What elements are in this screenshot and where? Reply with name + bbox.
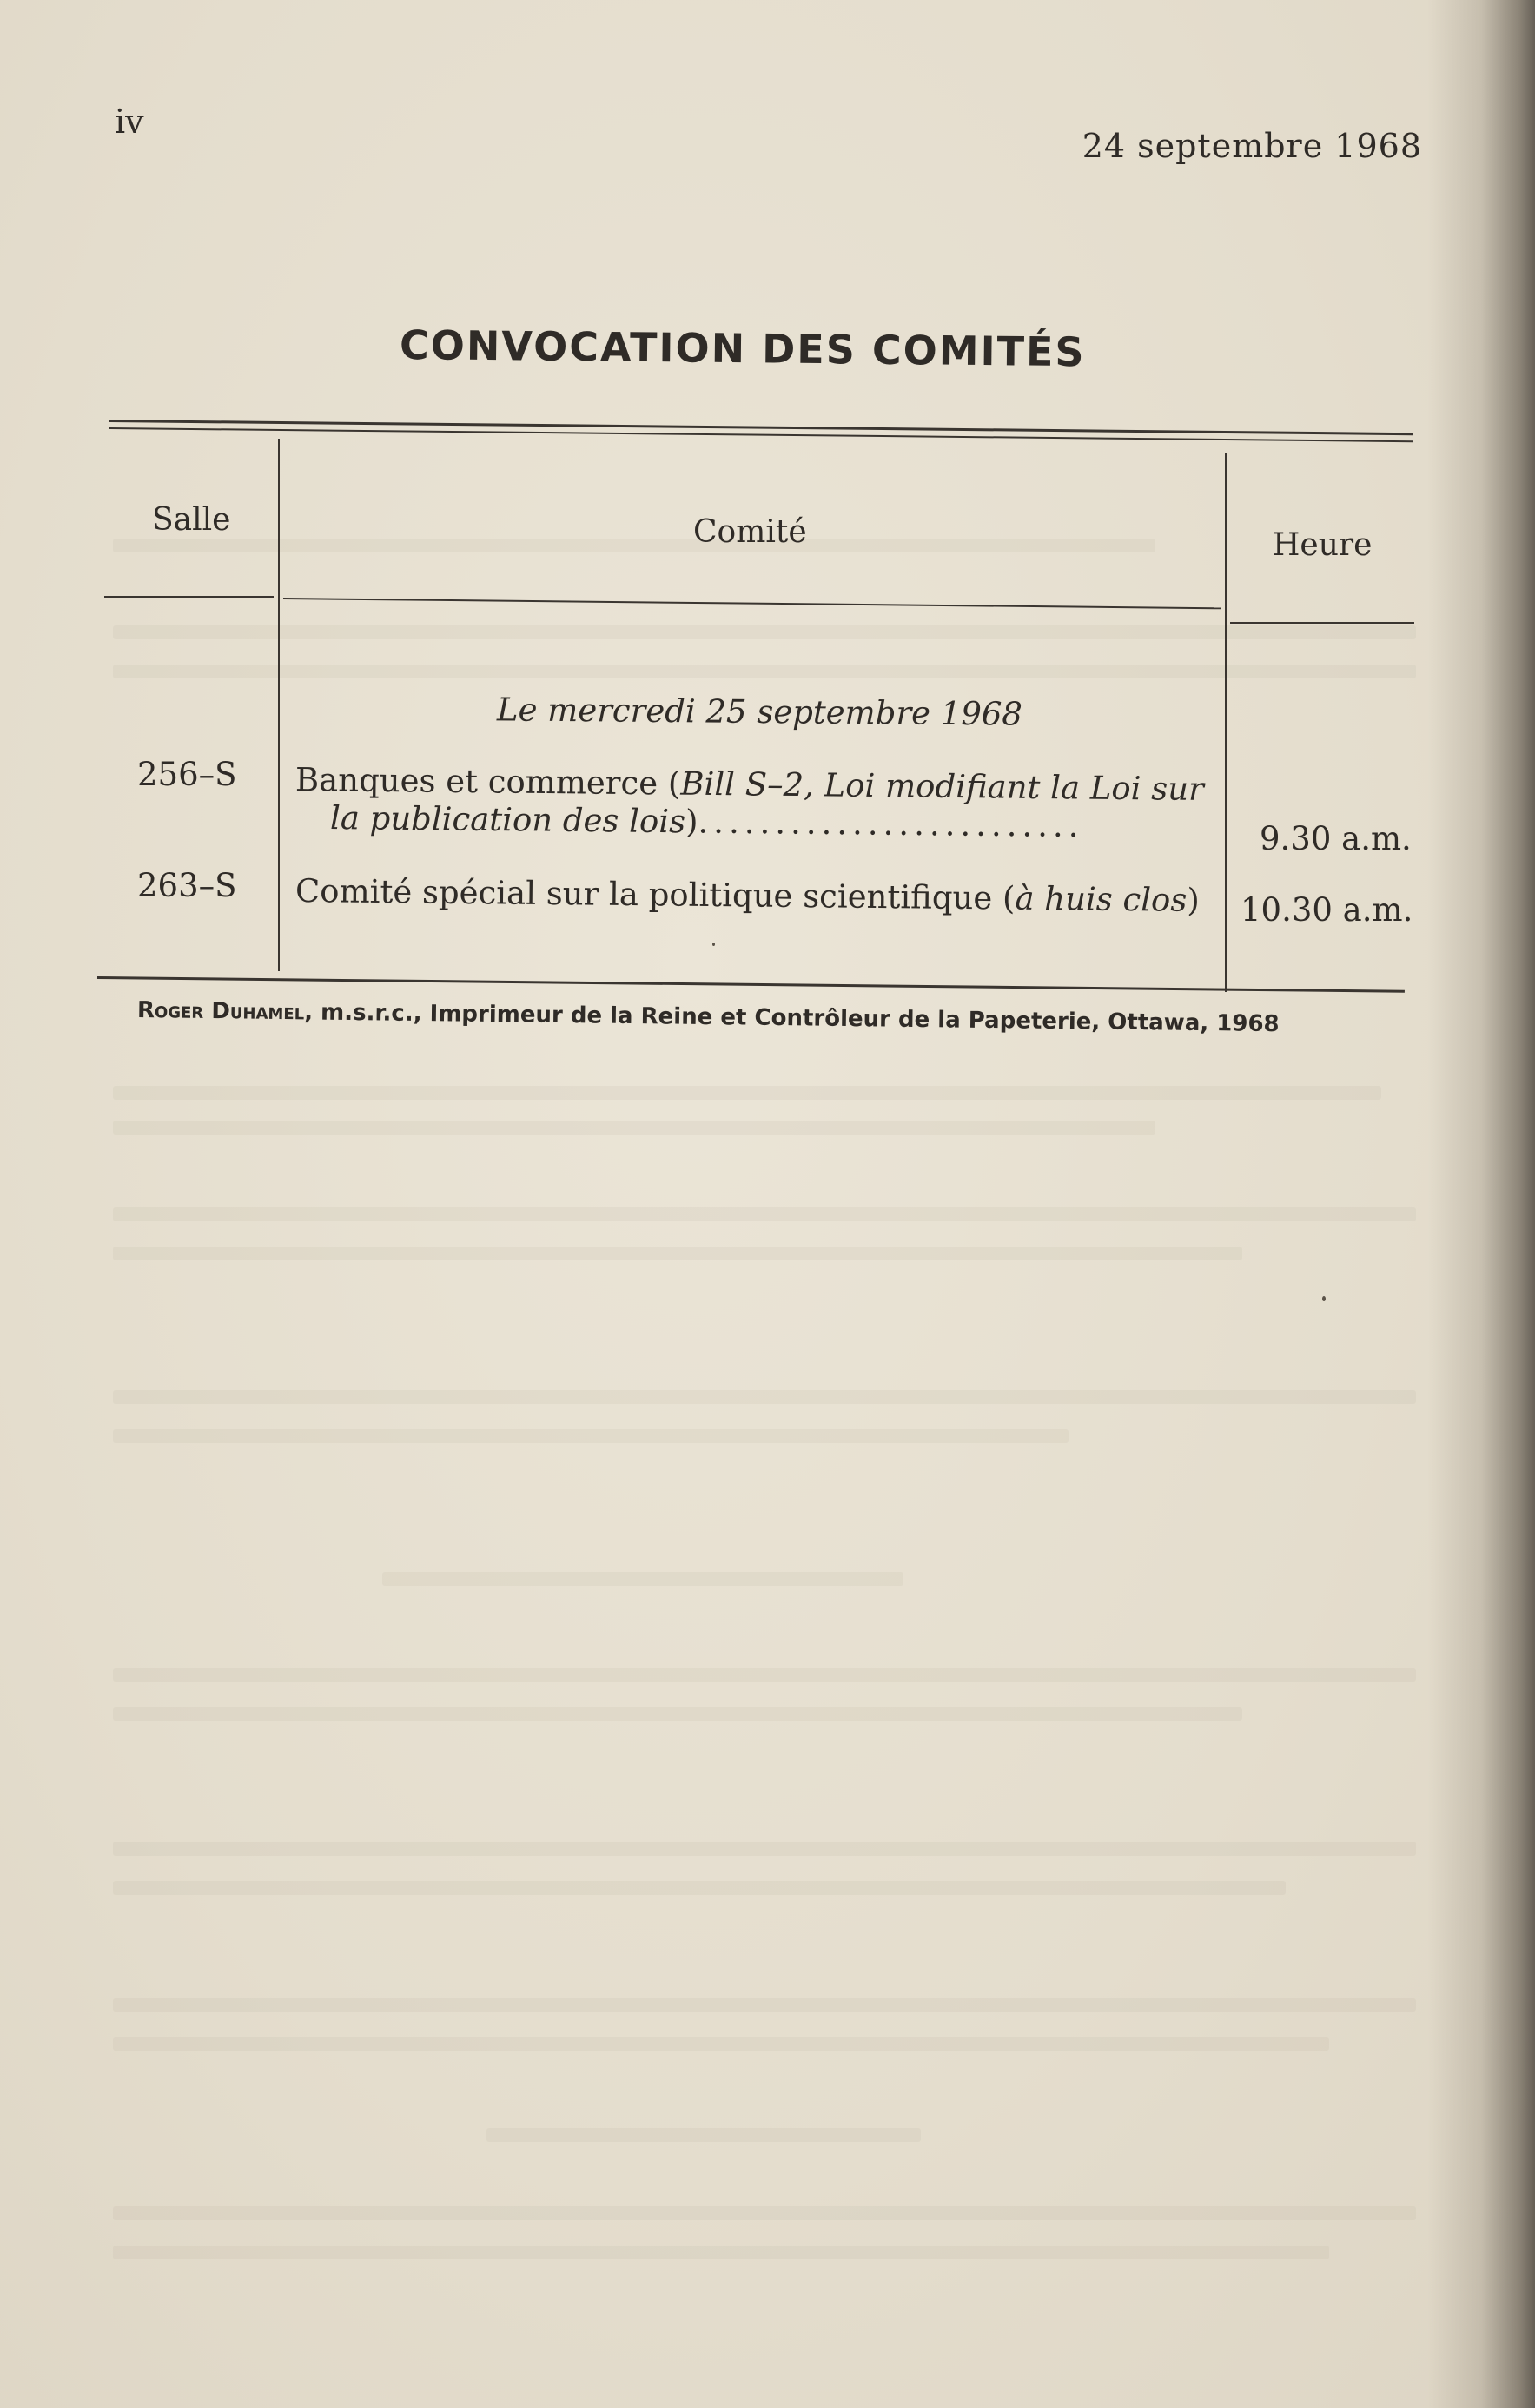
column-header-salle: Salle bbox=[152, 502, 231, 538]
bleed-through bbox=[113, 2037, 1329, 2051]
page-number: iv bbox=[115, 103, 144, 141]
bleed-through bbox=[486, 2128, 921, 2142]
bleed-through bbox=[113, 1390, 1416, 1404]
header-rule bbox=[1230, 622, 1414, 624]
paper-speck bbox=[712, 943, 715, 946]
column-divider bbox=[278, 439, 280, 971]
bleed-through bbox=[113, 1086, 1381, 1100]
printer-imprint: Roger Duhamel, m.s.r.c., Imprimeur de la Reine et Contrôleur de la Papeterie, Ottawa, 1968 bbox=[136, 997, 1280, 1038]
bleed-through bbox=[113, 1121, 1155, 1135]
row-1-heure: 9.30 a.m. bbox=[1260, 820, 1412, 857]
bleed-through bbox=[113, 1842, 1416, 1856]
bleed-through bbox=[113, 2206, 1416, 2220]
page-title: CONVOCATION DES COMITÉS bbox=[399, 321, 1086, 376]
row-1-salle: 256–S bbox=[137, 756, 237, 793]
bleed-through bbox=[113, 665, 1416, 678]
table-top-rule bbox=[109, 427, 1413, 442]
header-rule bbox=[104, 596, 274, 598]
row-2-comite: Comité spécial sur la politique scientifique (à huis clos) bbox=[294, 872, 1200, 919]
table-bottom-rule bbox=[97, 976, 1405, 993]
bleed-through bbox=[113, 539, 1155, 552]
row-2-salle: 263–S bbox=[137, 867, 237, 904]
bleed-through bbox=[113, 1668, 1416, 1682]
column-header-comite: Comité bbox=[693, 514, 807, 550]
bleed-through bbox=[113, 625, 1416, 639]
bleed-through bbox=[113, 1881, 1286, 1895]
bleed-through bbox=[113, 1207, 1416, 1221]
bleed-through bbox=[113, 1247, 1242, 1260]
paper-speck bbox=[1322, 1296, 1326, 1301]
column-divider bbox=[1225, 453, 1227, 992]
row-1-comite-line-1: Banques et commerce (Bill S–2, Loi modifiant la Loi sur bbox=[294, 761, 1204, 808]
row-1-comite-line-2: la publication des lois)......................... bbox=[329, 799, 1084, 845]
header-rule bbox=[283, 598, 1221, 609]
page-date: 24 septembre 1968 bbox=[1082, 127, 1422, 165]
bleed-through bbox=[113, 1707, 1242, 1721]
bleed-through bbox=[113, 2246, 1329, 2259]
meeting-date: Le mercredi 25 septembre 1968 bbox=[496, 691, 1023, 733]
table-top-rule bbox=[109, 420, 1413, 435]
bleed-through bbox=[113, 1429, 1069, 1443]
column-header-heure: Heure bbox=[1273, 527, 1373, 563]
row-2-heure: 10.30 a.m. bbox=[1241, 891, 1413, 929]
bleed-through bbox=[113, 1998, 1416, 2012]
bleed-through bbox=[382, 1572, 903, 1586]
